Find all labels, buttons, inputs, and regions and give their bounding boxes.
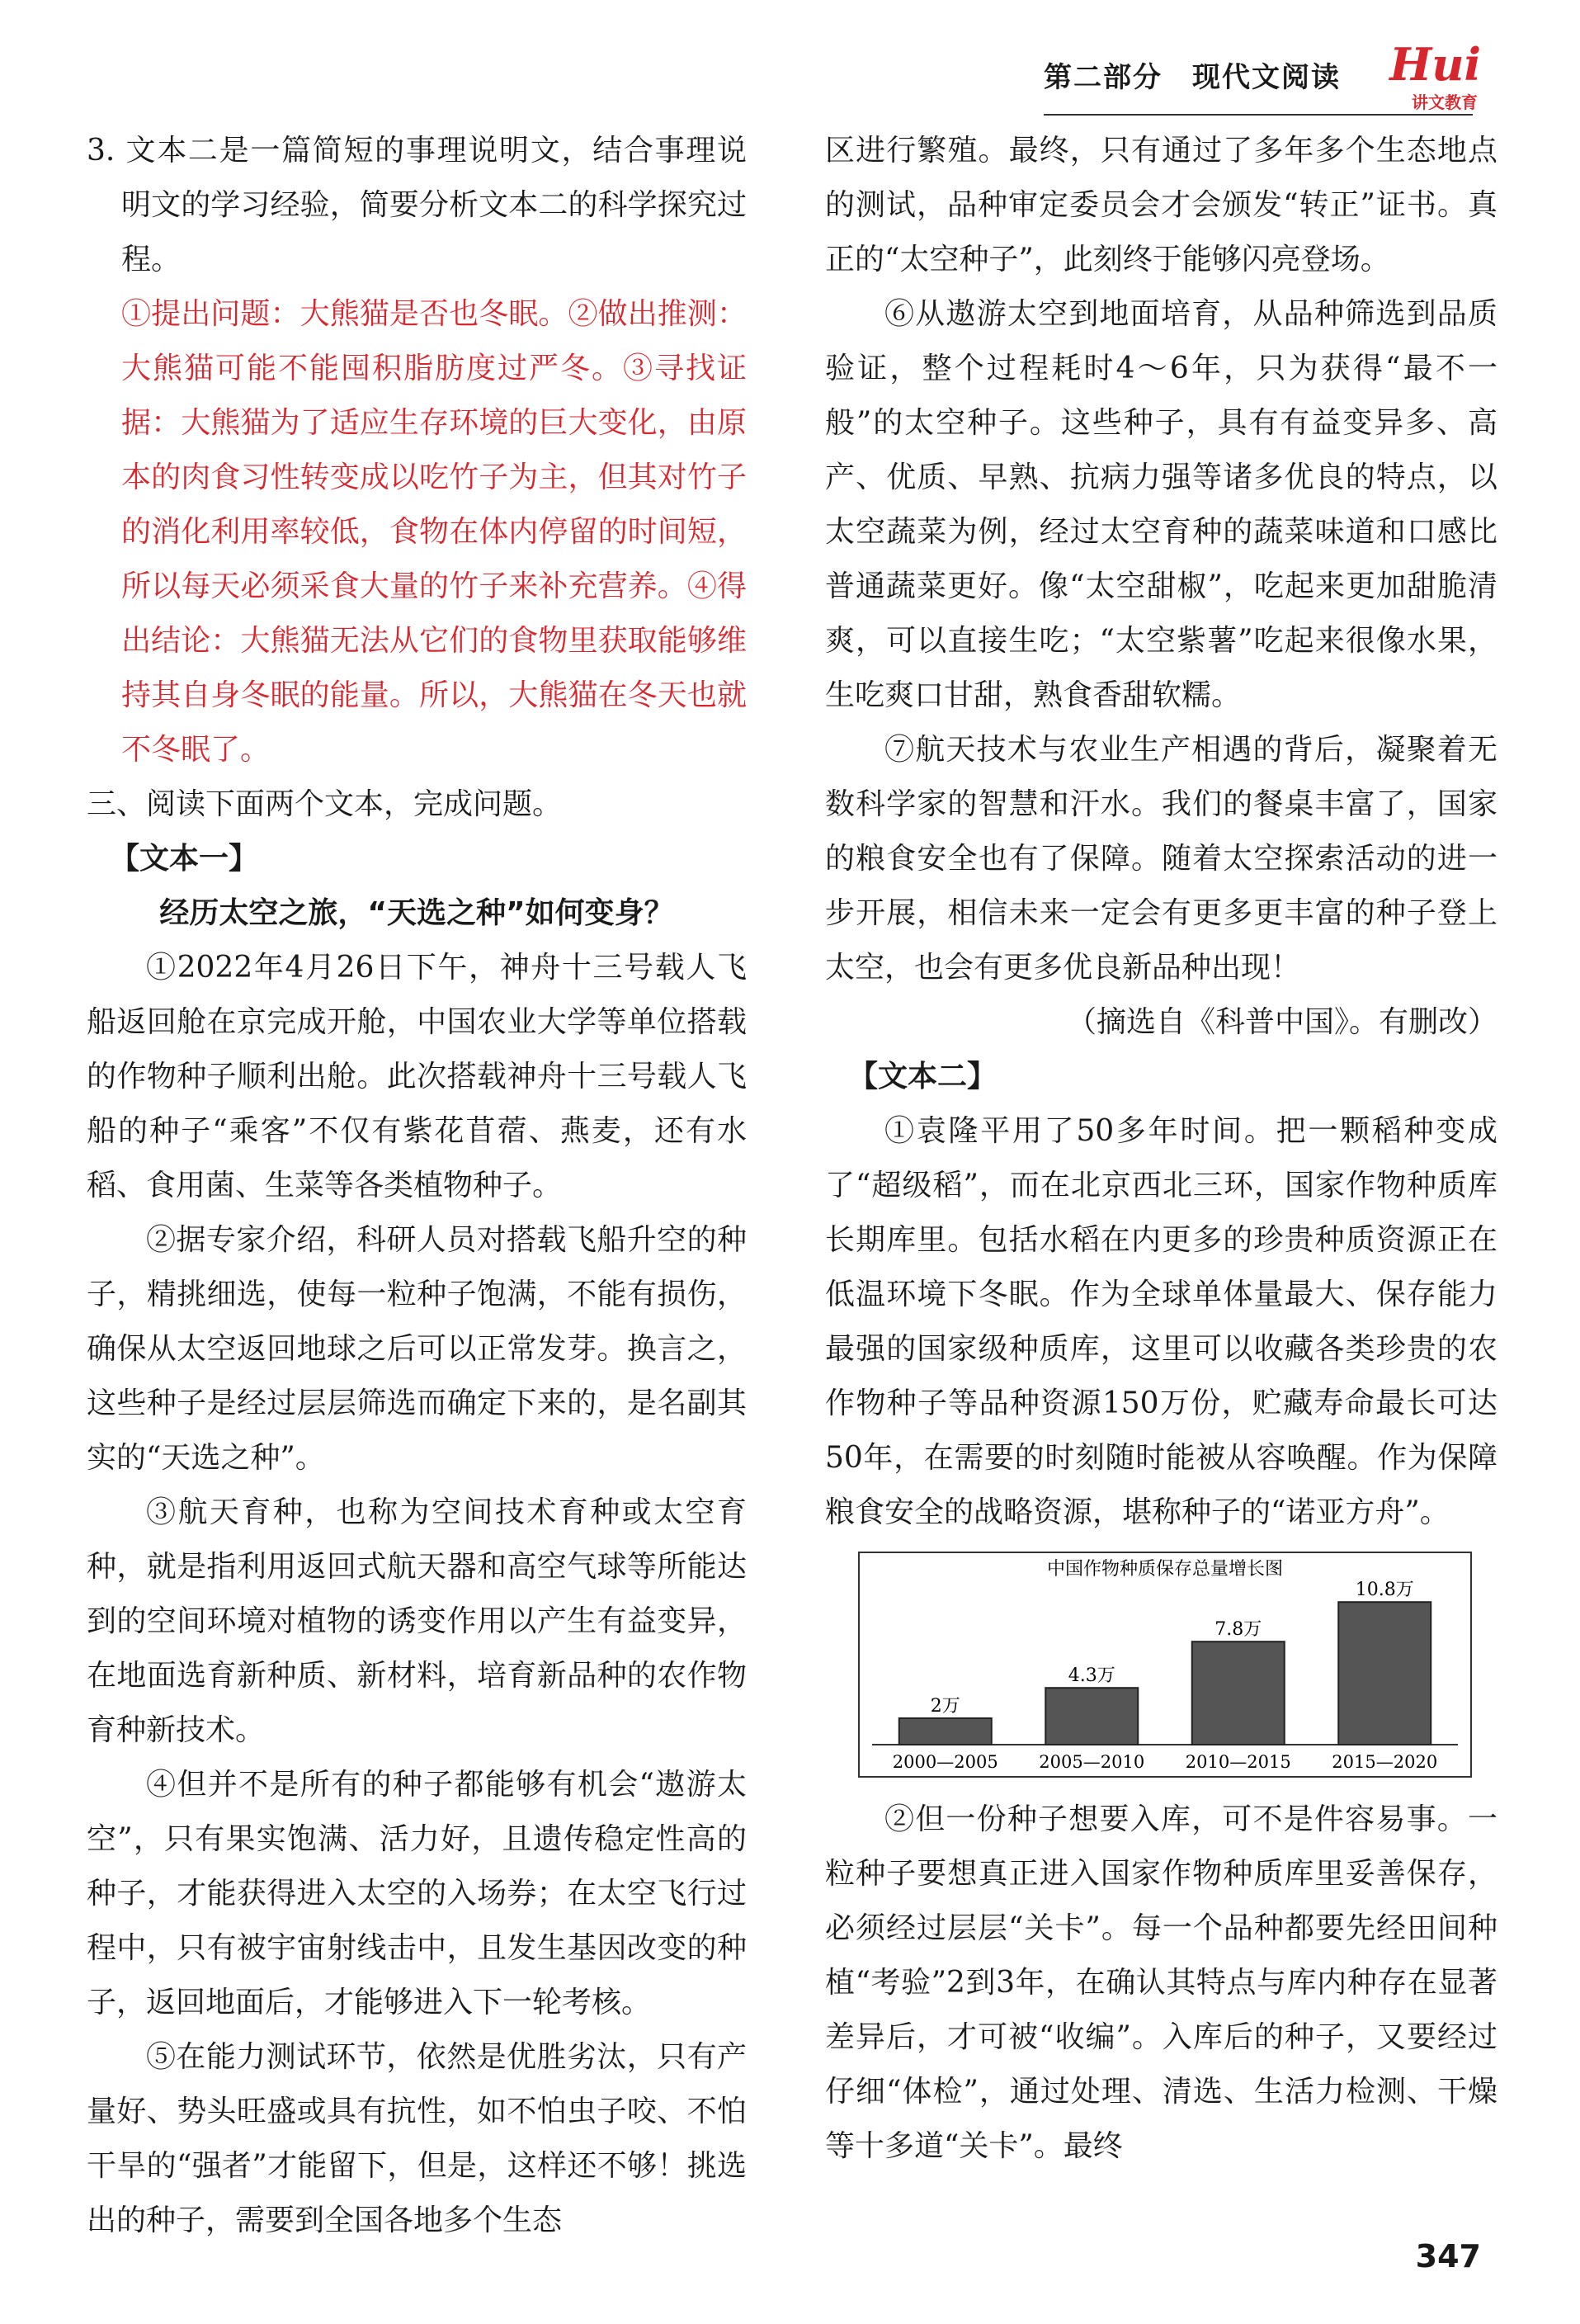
chart-svg <box>860 1553 1470 1776</box>
text1-paragraph-5-cont: 区进行繁殖。最终，只有通过了多年多个生态地点的测试，品种审定委员会才会颁发“转正”证书。真正的“太空种子”，此刻终于能够闪亮登场。 <box>825 134 1497 276</box>
text1-paragraph-1: ①2022年4月26日下午，神舟十三号载人飞船返回舱在京完成开舱，中国农业大学等单位搭载的作物种子顺利出舱。此次搭载神舟十三号载人飞船的种子“乘客”不仅有紫花苜蓿、燕麦，还有水稻、食用菌、生菜等各类植物种子。 <box>87 951 747 1202</box>
brand-subtitle: 讲文教育 <box>1412 92 1478 112</box>
right-column <box>825 124 1497 2174</box>
brand-logo: Hui <box>1389 38 1481 91</box>
chart-bar <box>1192 1641 1285 1745</box>
text1-label: 【文本一】 <box>110 842 259 876</box>
text1-title: 经历太空之旅，“天选之种”如何变身？ <box>159 896 674 930</box>
left-column <box>87 124 747 2248</box>
text1-paragraph-3: ③航天育种，也称为空间技术育种或太空育种，就是指利用返回式航天器和高空气球等所能达到的空间环境对植物的诱变作用以产生有益变异，在地面选育新种质、新材料，培育新品种的农作物育种新技术。 <box>87 1495 747 1747</box>
chart-data-label: 7.8万 <box>1214 1619 1262 1641</box>
germplasm-growth-chart <box>858 1552 1472 1778</box>
chart-title: 中国作物种质保存总量增长图 <box>1046 1559 1284 1580</box>
text1-source: （摘选自《科普中国》。有删改） <box>1066 1005 1497 1039</box>
text1-paragraph-2: ②据专家介绍，科研人员对搭载飞船升空的种子，精挑细选，使每一粒种子饱满，不能有损伤，确保从太空返回地球之后可以正常发芽。换言之，这些种子是经过层层筛选而确定下来的，是名副其实的“天选之种”。 <box>87 1223 747 1475</box>
chart-bar <box>899 1718 992 1745</box>
text1-paragraph-6: ⑥从遨游太空到地面培育，从品种筛选到品质验证，整个过程耗时4～6年，只为获得“最不一般”的太空种子。这些种子，具有有益变异多、高产、优质、早熟、抗病力强等诸多优良的特点，以太空蔬菜为例，经过太空育种的蔬菜味道和口感比普通蔬菜更好。像“太空甜椒”，吃起来更加甜脆清爽，可以直接生吃；“太空紫薯”吃起来很像水果，生吃爽口甘甜，熟食香甜软糯。 <box>825 297 1497 712</box>
text1-paragraph-7: ⑦航天技术与农业生产相遇的背后，凝聚着无数科学家的智慧和汗水。我们的餐桌丰富了，国家的粮食安全也有了保障。随着太空探索活动的进一步开展，相信未来一定会有更多更丰富的种子登上太空，也会有更多优良新品种出现！ <box>825 733 1497 985</box>
chart-bar <box>1045 1688 1138 1745</box>
chart-data-label: 2万 <box>930 1696 960 1717</box>
question-3: 3. 文本二是一篇简短的事理说明文，结合事理说明文的学习经验，简要分析文本二的科学探究过程。 <box>87 134 747 276</box>
chart-x-tick: 2010—2015 <box>1185 1752 1291 1772</box>
text2-label: 【文本二】 <box>848 1060 998 1094</box>
chart-x-tick: 2015—2020 <box>1332 1752 1438 1772</box>
chart-x-tick: 2000—2005 <box>892 1752 998 1772</box>
chart-bar <box>1338 1602 1431 1745</box>
section-3-instruction: 三、阅读下面两个文本，完成问题。 <box>87 787 563 821</box>
text2-paragraph-2: ②但一份种子想要入库，可不是件容易事。一粒种子要想真正进入国家作物种质库里妥善保存，必须经过层层“关卡”。每一个品种都要先经田间种植“考验”2到3年，在确认其特点与库内种存在显著差异后，才可被“收编”。入库后的种子，又要经过仔细“体检”，通过处理、清选、生活力检测、干燥等十多道“关卡”。最终 <box>825 1802 1497 2163</box>
text1-paragraph-4: ④但并不是所有的种子都能够有机会“遨游太空”，只有果实饱满、活力好，且遗传稳定性高的种子，才能获得进入太空的入场券；在太空飞行过程中，只有被宇宙射线击中，且发生基因改变的种子，返回地面后，才能够进入下一轮考核。 <box>87 1768 747 2019</box>
chart-data-label: 10.8万 <box>1355 1580 1414 1601</box>
page-header <box>1044 38 1481 116</box>
chart-x-tick: 2005—2010 <box>1039 1752 1145 1772</box>
text2-paragraph-1: ①袁隆平用了50多年时间。把一颗稻种变成了“超级稻”，而在北京西北三环，国家作物种质库长期库里。包括水稻在内更多的珍贵种质资源正在低温环境下冬眠。作为全球单体量最大、保存能力最强的国家级种质库，这里可以收藏各类珍贵的农作物种子等品种资源150万份，贮藏寿命最长可达50年，在需要的时刻随时能被从容唤醒。作为保障粮食安全的战略资源，堪称种子的“诺亚方舟”。 <box>825 1114 1497 1529</box>
answer-3: ①提出问题：大熊猫是否也冬眠。②做出推测：大熊猫可能不能囤积脂肪度过严冬。③寻找证据：大熊猫为了适应生存环境的巨大变化，由原本的肉食习性转变成以吃竹子为主，但其对竹子的消化利用率较低，食物在体内停留的时间短，所以每天必须采食大量的竹子来补充营养。④得出结论：大熊猫无法从它们的食物里获取能够维持其自身冬眠的能量。所以，大熊猫在冬天也就不冬眠了。 <box>121 297 747 767</box>
chart-data-label: 4.3万 <box>1068 1665 1115 1687</box>
page-number: 347 <box>1415 2238 1481 2274</box>
section-title: 第二部分 现代文阅读 <box>1044 61 1341 94</box>
text1-paragraph-5: ⑤在能力测试环节，依然是优胜劣汰，只有产量好、势头旺盛或具有抗性，如不怕虫子咬、不怕干旱的“强者”才能留下，但是，这样还不够！挑选出的种子，需要到全国各地多个生态 <box>87 2040 747 2237</box>
